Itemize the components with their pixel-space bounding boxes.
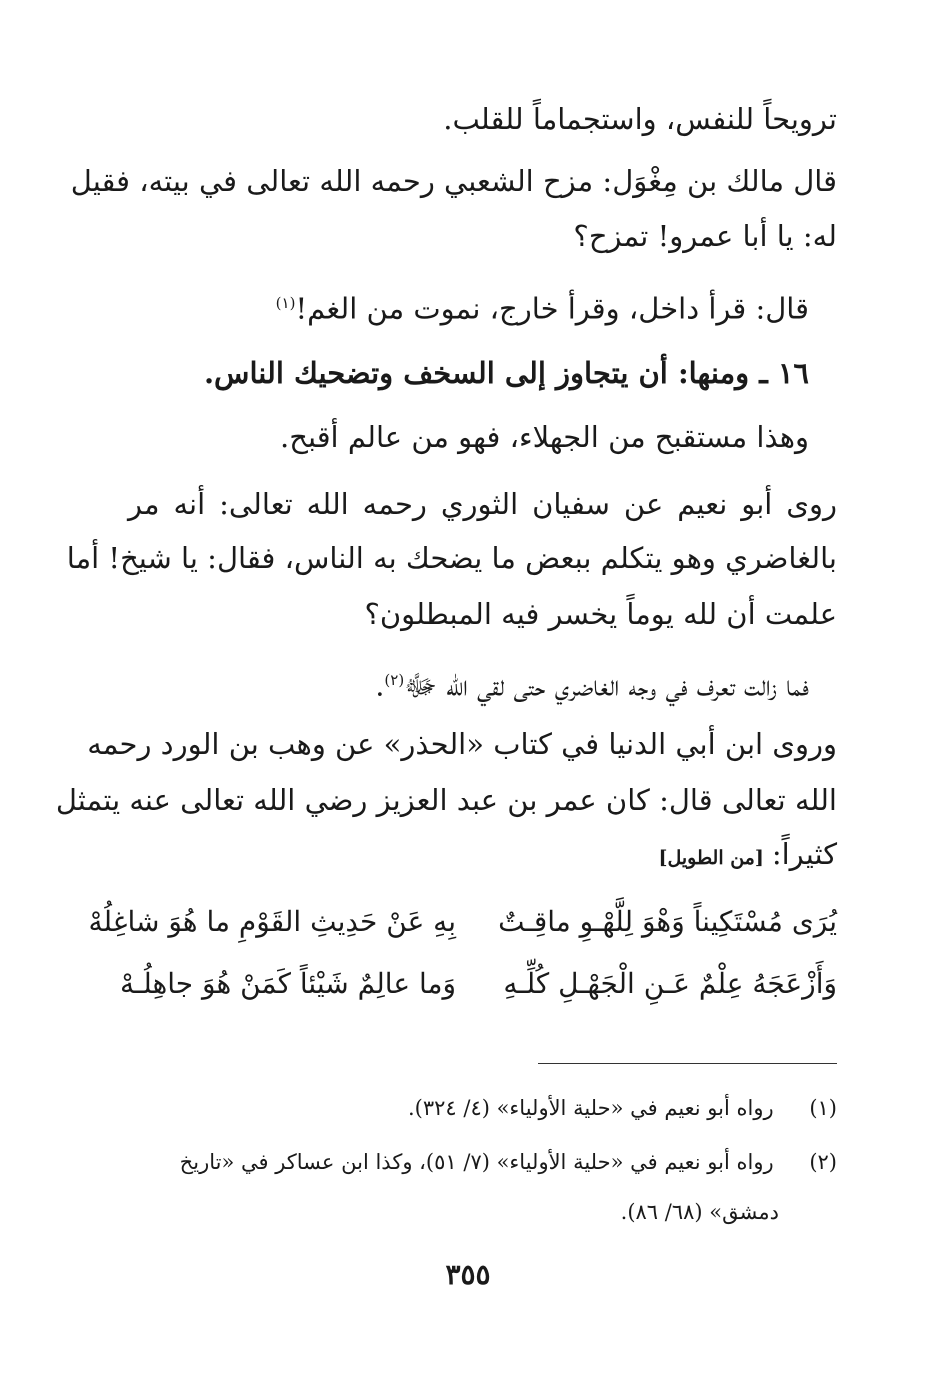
footnote-text: رواه أبو نعيم في «حلية الأولياء» (٧/ ٥١)، وكذا ابن عساكر في «تاريخ xyxy=(179,1150,774,1174)
footnote-2 xyxy=(100,1142,837,1182)
line-text: بالغاضري وهو يتكلم ببعض ما يضحك به الناس، فقال: يا شيخ! أما xyxy=(66,541,837,575)
line-text: له: يا أبا عمرو! تمزح؟ xyxy=(573,219,837,253)
line-text: ترويحاً للنفس، واستجماماً للقلب. xyxy=(443,102,837,136)
poem-line-2-first-hemistich: وَأَزْعَجَهُ عِلْمٌ عَـنِ الْجَهْـلِ كُلِّـهِ xyxy=(503,967,837,1000)
footnote-2-continuation: دمشق» (٦٨/ ٨٦). xyxy=(620,1200,779,1224)
footnote-text: رواه أبو نعيم في «حلية الأولياء» (٤/ ٣٢٤). xyxy=(407,1096,774,1120)
text-line-10 xyxy=(72,658,809,708)
text-line-3 xyxy=(100,214,837,258)
poem-line-1-first-hemistich: يُرَى مُسْتَكِيناً وَهْوَ لِلَّهْـوِ ماقِـتٌ xyxy=(498,905,837,938)
poem-line-1-second-hemistich: بِهِ عَنْ حَدِيثِ القَوْمِ ما هُوَ شاغِلُهْ xyxy=(88,905,456,938)
footnote-number: (١) xyxy=(809,1096,837,1120)
line-text: قال: قرأ داخل، وقرأ خارج، نموت من الغم! xyxy=(295,291,809,326)
text-line-7 xyxy=(128,482,837,526)
footnote-ref-2[interactable]: (٢) xyxy=(384,671,405,689)
footnote-number: (٢) xyxy=(809,1150,837,1174)
text-line-6 xyxy=(72,415,809,459)
footnote-separator xyxy=(538,1063,837,1064)
line-text: كثيراً: xyxy=(771,837,837,871)
footnote-1 xyxy=(100,1088,837,1128)
line-text: علمت أن لله يوماً يخسر فيه المبطلون؟ xyxy=(364,597,837,631)
text-line-8 xyxy=(66,536,837,580)
text-line-11 xyxy=(87,722,837,766)
page-number: ٣٥٥ xyxy=(445,1258,491,1291)
line-text: الله تعالى قال: كان عمر بن عبد العزيز رضي الله تعالى عنه يتمثل xyxy=(55,783,837,817)
text-line-1 xyxy=(100,97,837,141)
text-line-12 xyxy=(55,778,837,822)
poem-line-2-second-hemistich: وَما عالِمٌ شَيْئاً كَمَنْ هُوَ جاهِلُـهْ xyxy=(120,967,456,1000)
text-line-2 xyxy=(70,159,837,203)
poem-meter-label: [من الطويل] xyxy=(658,847,764,869)
line-text: وروى ابن أبي الدنيا في كتاب «الحذر» عن وهب بن الورد رحمه xyxy=(87,727,837,761)
heading-text: ١٦ ـ ومنها: أن يتجاوز إلى السخف وتضحيك الناس. xyxy=(203,356,809,390)
line-text: روى أبو نعيم عن سفيان الثوري رحمه الله تعالى: أنه مر xyxy=(128,487,837,521)
text-line-4 xyxy=(72,281,809,331)
line-end-punct: . xyxy=(375,668,385,703)
text-line-13 xyxy=(100,832,837,880)
line-text: قال مالك بن مِغْوَل: مزح الشعبي رحمه الله تعالى في بيته، فقيل xyxy=(70,164,837,198)
section-heading-16 xyxy=(72,351,809,395)
text-line-9 xyxy=(100,592,837,636)
line-text: فما زالت تعرف في وجه الغاضري حتى لقي الله ﷻ xyxy=(404,668,809,703)
line-text: وهذا مستقبح من الجهلاء، فهو من عالم أقبح. xyxy=(280,420,809,454)
footnote-ref-1[interactable]: (١) xyxy=(275,294,296,312)
